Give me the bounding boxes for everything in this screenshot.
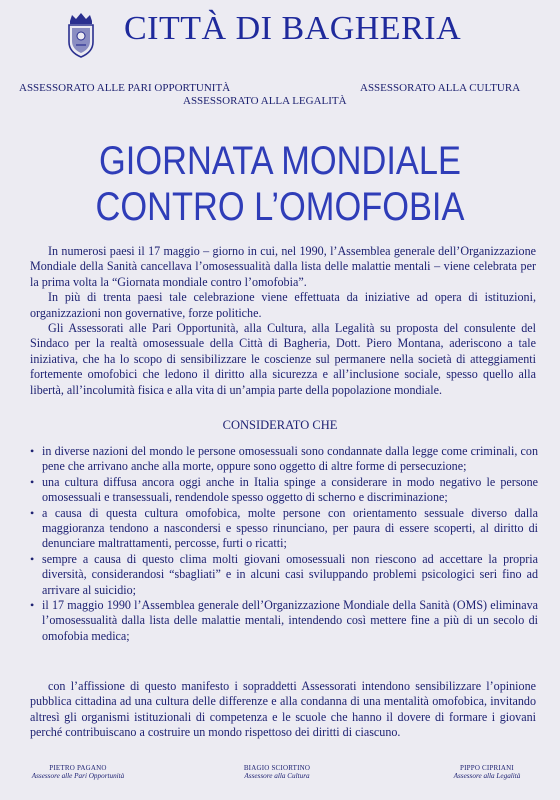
signature-name: PIETRO PAGANO [49, 764, 107, 772]
signature-sciortino [222, 764, 332, 780]
main-title-line-1: GIORNATA MONDIALE [99, 139, 461, 183]
signature-role: Assessore alla Legalità [453, 772, 521, 780]
city-title: CITTÀ DI BAGHERIA [124, 10, 462, 47]
closing-paragraph: con l’affissione di questo manifesto i sopraddetti Assessorati intendono sensibilizzare l’opinione pubblica cittadina ad una cultura delle differenze e alla condanna di una mentalità omofobica, invitando altresì gli organismi istituzionali di competenza e le scuole che hanno il dovere di formare i giovani perché contribuiscano a costruire un mondo rispettoso dei diritti di ciascuno. [30, 679, 536, 740]
bullet-icon: • [30, 598, 35, 613]
signature-role: Assessore alla Cultura [244, 772, 310, 780]
intro-paragraph-1: In numerosi paesi il 17 maggio – giorno in cui, nel 1990, l’Assemblea generale dell’Organizzazione Mondiale della Sanità cancellava l’omosessualità dalla lista delle malattie mentali – viene celebrata per la prima volta la “Giornata mondiale contro l’omofobia”. [30, 244, 536, 289]
intro-paragraph-2: In più di trenta paesi tale celebrazione viene effettuata da iniziative ad opera di istituzioni, organizzazioni non governative, forze politiche. [30, 290, 536, 320]
assessorato-legalita: ASSESSORATO ALLA LEGALITÀ [183, 95, 347, 107]
signature-name: BIAGIO SCIORTINO [243, 764, 311, 772]
city-coat-of-arms-icon [66, 12, 96, 58]
closing-section [30, 679, 536, 741]
signature-pagano [18, 764, 138, 780]
main-title-line-2: CONTRO L’OMOFOBIA [95, 185, 465, 229]
list-item: • in diverse nazioni del mondo le persone omosessuali sono condannate dalla legge come criminali, con pene che arrivano anche alla morte, oppure sono oggetto di altre forme di persecuzione; [30, 444, 538, 474]
bullet-icon: • [30, 505, 35, 520]
bullet-icon: • [30, 551, 35, 566]
signature-name: PIPPO CIPRIANI [460, 764, 514, 772]
signature-role: Assessore alle Pari Opportunità [31, 772, 125, 780]
assessorato-cultura: ASSESSORATO ALLA CULTURA [360, 82, 521, 94]
list-item: • una cultura diffusa ancora oggi anche in Italia spinge a considerare in modo negativo le persone omosessuali e transessuali, rendendole spesso oggetto di scherno e discriminazione; [30, 474, 538, 505]
list-item: • sempre a causa di questo clima molti giovani omosessuali non riescono ad accettare la propria diversità, considerandosi “sbagliati” e in alcuni casi sviluppando problemi psicologici seri fino ad arrivare al suicidio; [30, 551, 538, 597]
considerato-heading: CONSIDERATO CHE [222, 418, 338, 432]
intro-section [30, 244, 536, 398]
list-item: • il 17 maggio 1990 l’Assemblea generale dell’Organizzazione Mondiale della Sanità (OMS) eliminava l’omosessualità dalla lista delle malattie mentali, intendendo così mettere fine a più di un secolo di omofobia medica; [30, 598, 538, 643]
signature-cipriani [432, 764, 542, 780]
assessorato-pari-opportunita: ASSESSORATO ALLE PARI OPPORTUNITÀ [19, 82, 231, 94]
considerations-list [30, 444, 538, 644]
list-item: • a causa di questa cultura omofobica, molte persone con orientamento sessuale diverso dalla maggioranza tendono a nascondersi e spesso rinunciano, per paura di essere scoperti, al diritto di denunciare maltrattamenti, percosse, furti o ricatti; [30, 505, 538, 551]
bullet-icon: • [30, 444, 35, 458]
intro-paragraph-3: Gli Assessorati alle Pari Opportunità, alla Cultura, alla Legalità su proposta del consulente del Sindaco per la realtà omosessuale della Città di Bagheria, Dott. Piero Montana, aderiscono a tale iniziativa, che ha lo scopo di sensibilizzare le coscienze sul permanere nella società di atteggiamenti fortemente omofobici che ledono il diritto alla sicurezza e all’inclusione sociale, spesso quello alla libertà, all’incolumità fisica e alla vita di un’ampia parte della popolazione mondiale. [30, 321, 536, 397]
bullet-icon: • [30, 474, 35, 489]
